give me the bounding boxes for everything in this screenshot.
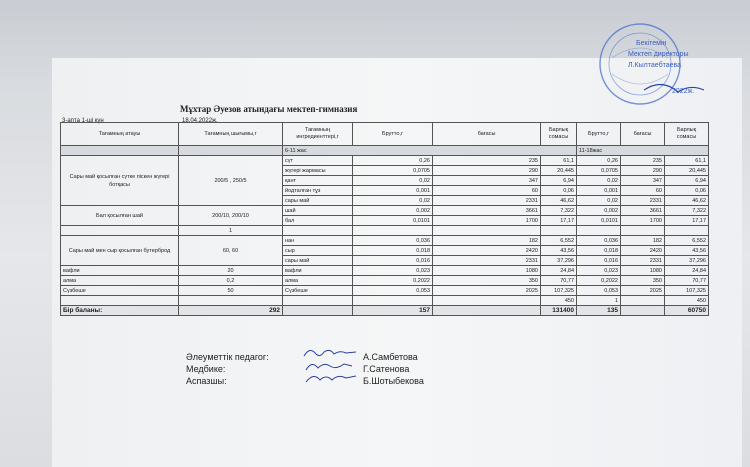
table-row (61, 206, 709, 216)
sum-cell: 6,94 (541, 176, 577, 186)
price-cell: 182 (433, 236, 541, 246)
sum-cell: 17,17 (541, 216, 577, 226)
table-body (61, 146, 709, 316)
header-dish: Тағамның атауы (61, 123, 179, 146)
ingredient-cell: вафли (283, 266, 353, 276)
brutto-cell: 0,023 (353, 266, 433, 276)
price-cell: 1700 (433, 216, 541, 226)
age-group-row (61, 146, 709, 156)
ingredient-cell: шай (283, 206, 353, 216)
total-label: Бір баланы: (61, 306, 179, 316)
brutto-cell: 0,0101 (577, 216, 621, 226)
stamp-line-4: 2022ж. (672, 88, 695, 95)
page-title: Мұхтар Әуезов атындағы мектеп-гимназия (180, 104, 358, 114)
sum-cell: 20,445 (665, 166, 709, 176)
brutto-cell: 0,2022 (577, 276, 621, 286)
header-yield: Тағамның шығымы,г (179, 123, 283, 146)
empty-cell (433, 226, 541, 236)
empty-cell (179, 296, 283, 306)
stamp-line-1: Бекітемін (636, 40, 667, 47)
table-row (61, 296, 709, 306)
handwritten-signatures-icon (300, 344, 360, 390)
price-cell: 235 (621, 156, 665, 166)
signature-role-3: Аспазшы: (186, 376, 227, 386)
brutto-cell: 0,02 (577, 176, 621, 186)
sum-cell: 70,77 (541, 276, 577, 286)
ingredient-cell: қант (283, 176, 353, 186)
price-cell: 2420 (621, 246, 665, 256)
yield-cell: 1 (179, 226, 283, 236)
price-cell: 2025 (433, 286, 541, 296)
sum-cell: 450 (665, 296, 709, 306)
sum-cell: 0,06 (541, 186, 577, 196)
yield-cell: 20 (179, 266, 283, 276)
brutto-cell: 0,016 (353, 256, 433, 266)
brutto-cell: 0,002 (353, 206, 433, 216)
sum-cell: 0,06 (665, 186, 709, 196)
header-brutto-2: Брутто,г (577, 123, 621, 146)
table-row (61, 276, 709, 286)
empty-cell (541, 226, 577, 236)
yield-cell: 200/5 , 250/5 (179, 156, 283, 206)
brutto-cell: 0,001 (353, 186, 433, 196)
price-cell: 182 (621, 236, 665, 246)
empty-cell (433, 306, 541, 316)
brutto-cell: 0,02 (353, 196, 433, 206)
header-sum-2: Барлық сомасы (665, 123, 709, 146)
signature-role-2: Медбике: (186, 364, 226, 374)
sum-cell: 46,62 (541, 196, 577, 206)
brutto-cell: 0,26 (577, 156, 621, 166)
header-price-1: бағасы (433, 123, 541, 146)
brutto-cell: 0,001 (577, 186, 621, 196)
ingredient-cell: жүгері жармасы (283, 166, 353, 176)
stamp-line-2: Мектеп директоры (628, 51, 689, 58)
ingredient-cell: сыр (283, 246, 353, 256)
sum-cell: 450 (541, 296, 577, 306)
sum-cell: 107,325 (665, 286, 709, 296)
brutto-cell: 0,2022 (353, 276, 433, 286)
ingredient-cell: нан (283, 236, 353, 246)
total-sum-1: 131400 (541, 306, 577, 316)
dish-name-cell: вафли (61, 266, 179, 276)
price-cell: 1080 (433, 266, 541, 276)
table-row (61, 266, 709, 276)
date-label: 18.04.2022ж. (182, 118, 218, 124)
brutto-cell: 0,0705 (577, 166, 621, 176)
sum-cell: 24,84 (541, 266, 577, 276)
header-brutto-1: Брутто,г (353, 123, 433, 146)
sum-cell: 61,1 (665, 156, 709, 166)
sum-cell: 43,56 (541, 246, 577, 256)
sum-cell: 37,296 (541, 256, 577, 266)
brutto-cell: 0,26 (353, 156, 433, 166)
brutto-cell: 0,0101 (353, 216, 433, 226)
sum-cell: 20,445 (541, 166, 577, 176)
empty-cell (665, 226, 709, 236)
brutto-cell: 0,053 (353, 286, 433, 296)
brutto-cell: 0,002 (577, 206, 621, 216)
age-group-6-11: 6-11 жас (283, 146, 577, 156)
price-cell: 3661 (433, 206, 541, 216)
yield-cell: 60, 60 (179, 236, 283, 266)
ingredient-cell: сары май (283, 256, 353, 266)
price-cell: 60 (433, 186, 541, 196)
price-cell: 347 (621, 176, 665, 186)
total-brutto-2: 135 (577, 306, 621, 316)
empty-cell (353, 296, 433, 306)
empty-cell (353, 226, 433, 236)
sum-cell: 107,325 (541, 286, 577, 296)
empty-cell (577, 226, 621, 236)
yield-cell: 0,2 (179, 276, 283, 286)
empty-cell (283, 226, 353, 236)
price-cell: 1080 (621, 266, 665, 276)
signature-name-1: А.Самбетова (363, 352, 418, 362)
brutto-cell: 0,018 (353, 246, 433, 256)
brutto-cell: 0,02 (577, 196, 621, 206)
empty-cell (61, 296, 179, 306)
table-row (61, 236, 709, 246)
yield-cell: 200/10, 200/10 (179, 206, 283, 226)
sum-cell: 24,84 (665, 266, 709, 276)
empty-cell (433, 296, 541, 306)
price-cell: 290 (621, 166, 665, 176)
price-cell: 235 (433, 156, 541, 166)
total-brutto: 157 (353, 306, 433, 316)
dish-name-cell: Сары май мен сыр қосылған бутерброд (61, 236, 179, 266)
ingredient-cell: сүт (283, 156, 353, 166)
header-price-2: бағасы (621, 123, 665, 146)
empty-cell (283, 296, 353, 306)
brutto-cell: 0,02 (353, 176, 433, 186)
menu-table (60, 122, 709, 316)
price-cell: 1700 (621, 216, 665, 226)
price-cell: 2331 (433, 196, 541, 206)
dish-name-cell: Сүзбеше (61, 286, 179, 296)
total-sum-2: 60750 (665, 306, 709, 316)
brutto-cell: 1 (577, 296, 621, 306)
ingredient-cell: йодталған тұз (283, 186, 353, 196)
ingredient-cell: сары май (283, 196, 353, 206)
sum-cell: 46,62 (665, 196, 709, 206)
signature-name-3: Б.Шотыбекова (363, 376, 424, 386)
empty-cell (283, 306, 353, 316)
sum-cell: 6,552 (541, 236, 577, 246)
sum-cell: 7,322 (665, 206, 709, 216)
brutto-cell: 0,016 (577, 256, 621, 266)
brutto-cell: 0,018 (577, 246, 621, 256)
ingredient-cell: Сүзбеше (283, 286, 353, 296)
sum-cell: 6,552 (665, 236, 709, 246)
empty-cell (621, 226, 665, 236)
price-cell: 2331 (621, 196, 665, 206)
sum-cell: 6,94 (665, 176, 709, 186)
sum-cell: 17,17 (665, 216, 709, 226)
table-row (61, 226, 709, 236)
empty-cell (61, 226, 179, 236)
sum-cell: 70,77 (665, 276, 709, 286)
brutto-cell: 0,023 (577, 266, 621, 276)
total-row (61, 306, 709, 316)
price-cell: 350 (621, 276, 665, 286)
ingredient-cell: алма (283, 276, 353, 286)
price-cell: 3661 (621, 206, 665, 216)
sum-cell: 37,296 (665, 256, 709, 266)
empty-cell (621, 296, 665, 306)
empty-cell (621, 306, 665, 316)
table-row (61, 156, 709, 166)
dish-name-cell: Сары май қосылған сүтке піскен жүгері ботқасы (61, 156, 179, 206)
price-cell: 350 (433, 276, 541, 286)
brutto-cell: 0,0705 (353, 166, 433, 176)
header-ingredients: Тағамның ингредиенттері,г (283, 123, 353, 146)
price-cell: 347 (433, 176, 541, 186)
sum-cell: 43,56 (665, 246, 709, 256)
total-yield: 292 (179, 306, 283, 316)
header-sum-1: Барлық сомасы (541, 123, 577, 146)
dish-name-cell: алма (61, 276, 179, 286)
round-stamp-icon (592, 18, 708, 124)
signature-role-1: Әлеуметтік педагог: (186, 352, 269, 362)
stamp-line-3: Л.Кылтаебтаева (628, 62, 682, 69)
price-cell: 2331 (621, 256, 665, 266)
brutto-cell: 0,036 (577, 236, 621, 246)
price-cell: 2420 (433, 246, 541, 256)
week-day-label: 3-апта 1-ші күн (62, 118, 104, 124)
price-cell: 2331 (433, 256, 541, 266)
price-cell: 2025 (621, 286, 665, 296)
ingredient-cell: бал (283, 216, 353, 226)
age-group-11-18: 11-18жас (577, 146, 709, 156)
dish-name-cell: Бал қосылған шай (61, 206, 179, 226)
price-cell: 290 (433, 166, 541, 176)
sum-cell: 61,1 (541, 156, 577, 166)
price-cell: 60 (621, 186, 665, 196)
sum-cell: 7,322 (541, 206, 577, 216)
brutto-cell: 0,036 (353, 236, 433, 246)
yield-cell: 50 (179, 286, 283, 296)
signature-name-2: Г.Сатенова (363, 364, 410, 374)
brutto-cell: 0,053 (577, 286, 621, 296)
table-row (61, 286, 709, 296)
table-header-row (61, 123, 709, 146)
